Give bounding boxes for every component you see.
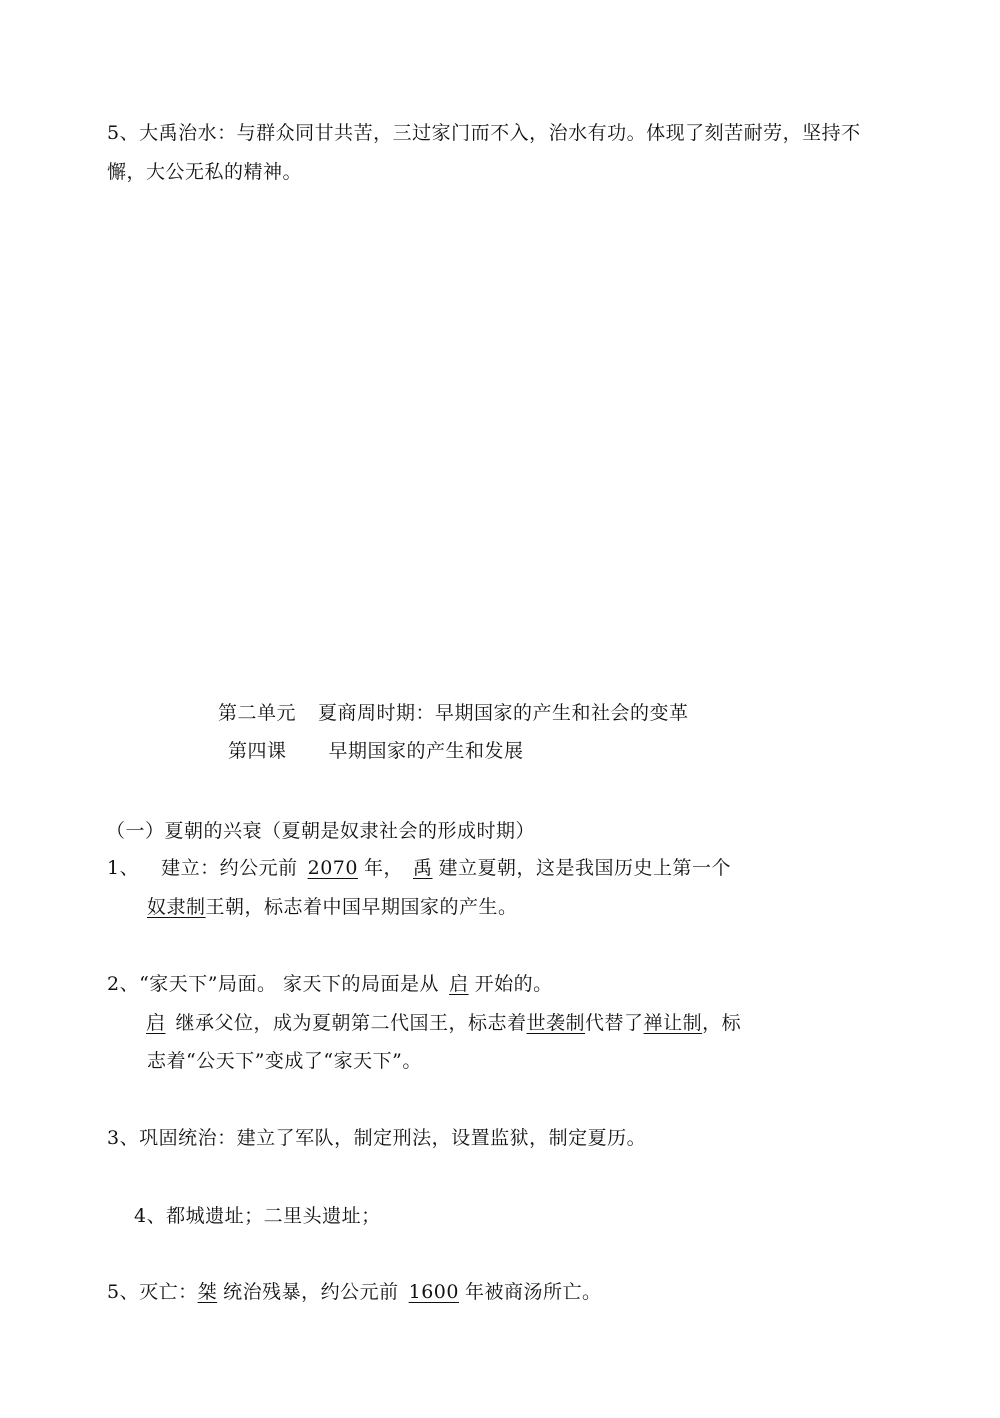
item-2-new-system: 世袭制 (526, 1012, 586, 1034)
unit-title: 夏商周时期：早期国家的产生和社会的变革 (318, 702, 689, 724)
item-1-line-2 (147, 898, 518, 917)
item-5-year: 1600 (408, 1281, 459, 1303)
top-item-5-line-1: 5、大禹治水：与群众同甘共苦，三过家门而不入，治水有功。体现了刻苦耐劳，坚持不 (107, 122, 861, 144)
item-1-number: 1、 (107, 857, 140, 879)
item-5 (107, 1283, 602, 1302)
item-1-line-1 (107, 859, 731, 878)
item-1-year: 2070 (307, 857, 358, 879)
top-item-5-line-2: 懈，大公无私的精神。 (107, 161, 303, 183)
item-2-old-system: 禅让制 (643, 1012, 703, 1034)
item-2-text-b: 开始的。 (474, 973, 553, 995)
lesson-label: 第四课 (228, 740, 287, 762)
item-2-line-3: 志着“公天下”变成了“家天下”。 (147, 1050, 422, 1072)
item-1-system: 奴隶制 (147, 896, 206, 918)
item-1-text-d: 王朝，标志着中国早期国家的产生。 (205, 896, 518, 918)
item-1-text-c: 建立夏朝，这是我国历史上第一个 (438, 857, 732, 879)
item-2-line-2 (134, 1014, 741, 1033)
item-2-text-c: 继承父位，成为夏朝第二代国王，标志着 (175, 1012, 527, 1034)
item-2-text-a: 2、“家天下”局面。 家天下的局面是从 (107, 973, 440, 995)
item-2-text-d: 代替了 (585, 1012, 644, 1034)
item-1-text-b: 年， (363, 857, 403, 879)
item-5-king: 桀 (197, 1281, 218, 1303)
lesson-title: 早期国家的产生和发展 (328, 740, 524, 762)
unit-label: 第二单元 (218, 702, 297, 724)
item-5-text-a: 5、灭亡： (107, 1281, 198, 1303)
item-3: 3、巩固统治：建立了军队，制定刑法，设置监狱，制定夏历。 (107, 1127, 647, 1149)
item-2-ruler: 启 (449, 973, 469, 995)
item-2-ruler-2: 启 (146, 1012, 166, 1034)
section-1-title: （一）夏朝的兴衰（夏朝是奴隶社会的形成时期） (106, 820, 536, 842)
item-4: 4、都城遗址；二里头遗址； (134, 1205, 381, 1227)
item-2-line-1 (107, 975, 553, 994)
unit-heading (218, 704, 689, 723)
item-1-founder: 禹 (412, 857, 433, 879)
item-2-text-e: ，标 (702, 1012, 742, 1034)
item-5-text-b: 统治残暴，约公元前 (223, 1281, 399, 1303)
item-5-text-c: 年被商汤所亡。 (464, 1281, 602, 1303)
lesson-heading (228, 742, 524, 761)
item-1-text-a: 建立：约公元前 (161, 857, 298, 879)
